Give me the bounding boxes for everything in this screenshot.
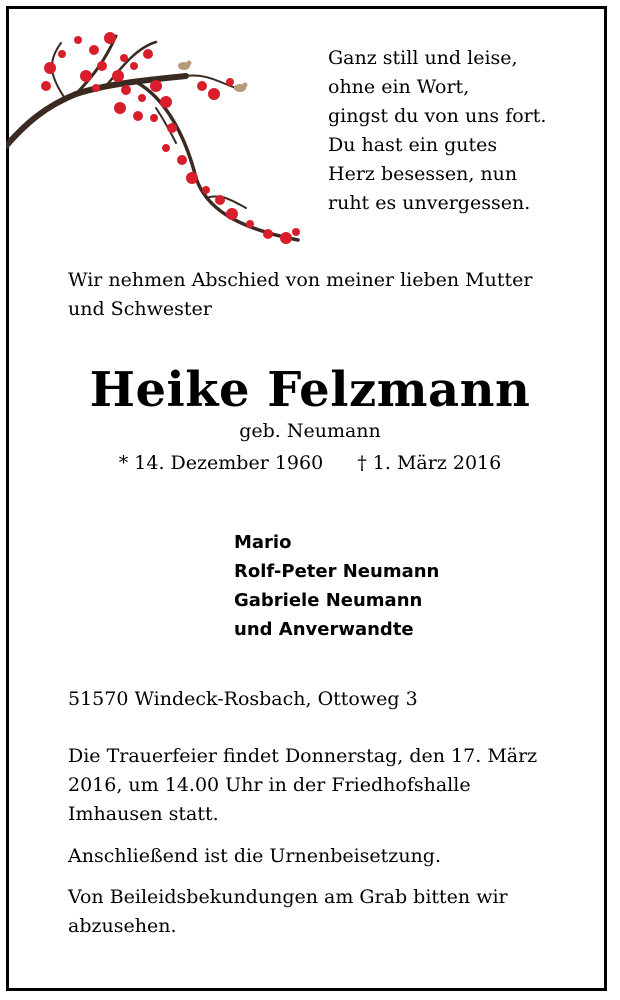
blossom bbox=[226, 208, 238, 220]
condolence-note: Von Beileidsbekundungen am Grab bitten wir abzusehen. bbox=[68, 886, 508, 937]
blossom bbox=[80, 70, 92, 82]
blossom bbox=[74, 36, 82, 44]
blossom bbox=[150, 114, 158, 122]
blossom bbox=[121, 85, 131, 95]
poem-line: Du hast ein gutes bbox=[328, 134, 498, 156]
poem-line: Herz besessen, nun bbox=[328, 163, 518, 185]
blossom bbox=[177, 155, 187, 165]
blossom bbox=[41, 81, 51, 91]
poem-line: ohne ein Wort, bbox=[328, 76, 470, 98]
blossom bbox=[92, 84, 100, 92]
blossom bbox=[130, 62, 138, 70]
life-dates bbox=[0, 452, 620, 474]
blossom bbox=[263, 229, 273, 239]
blossom bbox=[112, 70, 124, 82]
blossom bbox=[58, 50, 66, 58]
death-date: † 1. März 2016 bbox=[357, 452, 502, 474]
family-member: Gabriele Neumann bbox=[234, 590, 423, 611]
maiden-name: geb. Neumann bbox=[239, 420, 381, 442]
blossom bbox=[114, 102, 126, 114]
blossom bbox=[162, 144, 170, 152]
blossom bbox=[89, 45, 99, 55]
address: 51570 Windeck-Rosbach, Ottoweg 3 bbox=[68, 688, 418, 710]
blossom bbox=[197, 81, 207, 91]
blossom bbox=[97, 61, 107, 71]
poem-line: ruht es unvergessen. bbox=[328, 192, 531, 214]
blossom bbox=[280, 232, 292, 244]
birth-date: * 14. Dezember 1960 bbox=[118, 452, 324, 474]
blossom bbox=[246, 220, 254, 228]
blossom bbox=[143, 49, 153, 59]
intro-text: Wir nehmen Abschied von meiner lieben Mutter und Schwester bbox=[68, 269, 533, 320]
blossom bbox=[208, 88, 220, 100]
blossom bbox=[202, 186, 210, 194]
family-member: Rolf-Peter Neumann bbox=[234, 561, 440, 582]
poem bbox=[328, 44, 546, 218]
cherry-blossom-branch-illustration bbox=[6, 28, 306, 248]
blossom bbox=[104, 32, 116, 44]
blossom bbox=[44, 62, 56, 74]
funeral-info: Die Trauerfeier findet Donnerstag, den 17. März 2016, um 14.00 Uhr in der Friedhofshalle Imhausen statt. bbox=[68, 745, 538, 825]
blossom bbox=[167, 123, 177, 133]
family-list bbox=[234, 528, 439, 644]
blossom bbox=[150, 80, 162, 92]
poem-line: gingst du von uns fort. bbox=[328, 105, 547, 127]
blossom bbox=[133, 111, 143, 121]
blossom bbox=[215, 195, 225, 205]
poem-line: Ganz still und leise, bbox=[328, 47, 518, 69]
blossom bbox=[292, 228, 300, 236]
family-member: Mario bbox=[234, 532, 292, 553]
blossom bbox=[120, 54, 128, 62]
family-member: und Anverwandte bbox=[234, 619, 414, 640]
blossom bbox=[160, 96, 172, 108]
burial-info: Anschließend ist die Urnenbeisetzung. bbox=[68, 845, 441, 867]
blossom bbox=[138, 94, 146, 102]
blossom bbox=[186, 172, 198, 184]
deceased-name: Heike Felzmann bbox=[89, 362, 531, 418]
blossom bbox=[226, 78, 234, 86]
